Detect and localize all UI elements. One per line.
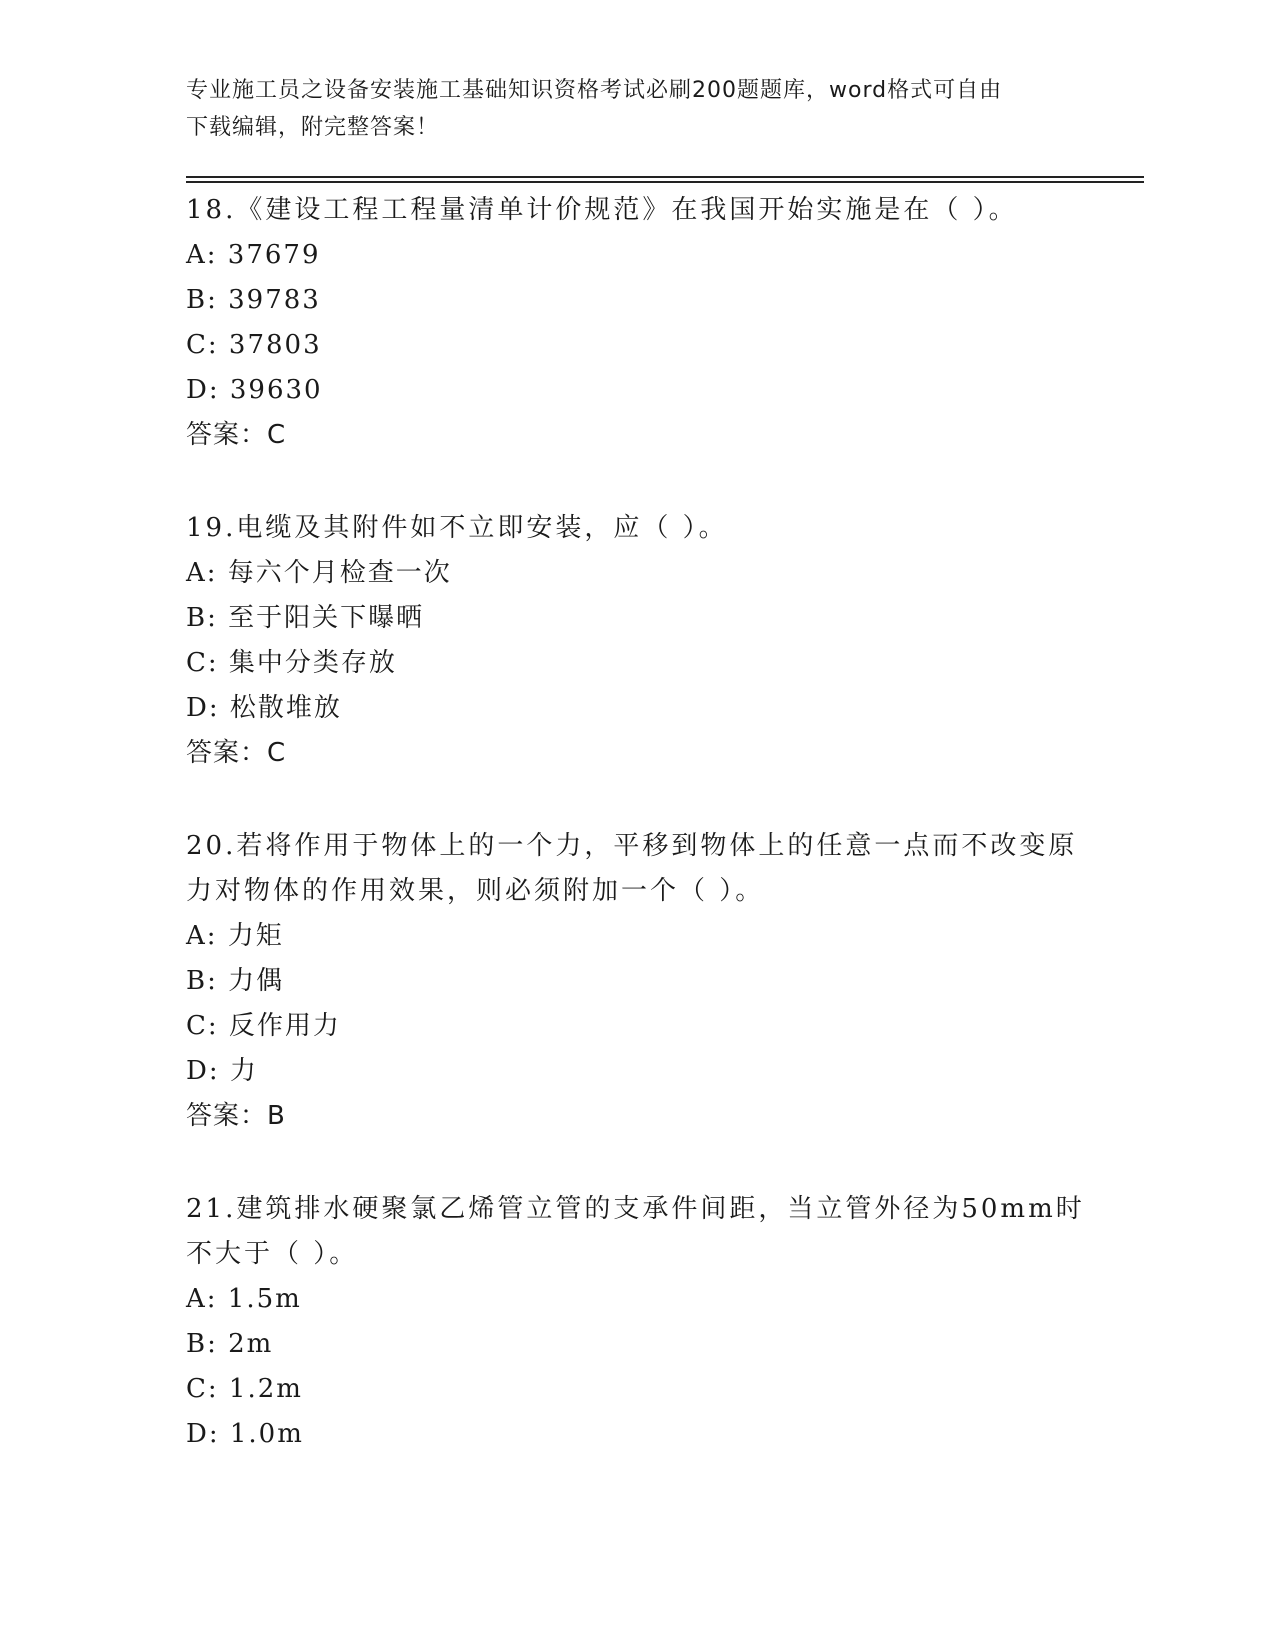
question-stem-line-1: 20.若将作用于物体上的一个力，平移到物体上的任意一点而不改变原 <box>186 831 1078 861</box>
question-18 <box>186 188 1086 458</box>
option-b: B: 至于阳关下曝晒 <box>186 603 425 633</box>
option-b: B: 2m <box>186 1329 274 1359</box>
header-divider-bottom <box>186 181 1144 183</box>
option-b: B: 力偶 <box>186 966 285 996</box>
answer: 答案：C <box>186 738 287 768</box>
question-stem-line-2: 不大于（ ）。 <box>186 1239 359 1269</box>
answer: 答案：C <box>186 420 287 450</box>
option-b: B: 39783 <box>186 285 321 315</box>
option-c: C: 反作用力 <box>186 1011 341 1041</box>
header-line-1: 专业施工员之设备安装施工基础知识资格考试必刷200题题库，word格式可自由 <box>186 78 1003 103</box>
option-c: C: 37803 <box>186 330 322 360</box>
question-stem: 18.《建设工程工程量清单计价规范》在我国开始实施是在（ ）。 <box>186 195 1018 225</box>
question-stem: 19.电缆及其附件如不立即安装，应（ ）。 <box>186 513 728 543</box>
option-d: D: 松散堆放 <box>186 693 342 723</box>
option-a: A: 1.5m <box>186 1284 302 1314</box>
option-c: C: 1.2m <box>186 1374 303 1404</box>
header-line-2: 下载编辑，附完整答案！ <box>186 115 440 140</box>
question-21 <box>186 1187 1086 1457</box>
option-a: A: 37679 <box>186 240 321 270</box>
question-stem-line-1: 21.建筑排水硬聚氯乙烯管立管的支承件间距，当立管外径为50mm时 <box>186 1194 1085 1224</box>
question-stem-line-2: 力对物体的作用效果，则必须附加一个（ ）。 <box>186 876 765 906</box>
document-header <box>186 72 1066 146</box>
option-d: D: 39630 <box>186 375 323 405</box>
header-divider-top <box>186 176 1144 178</box>
answer: 答案：B <box>186 1101 286 1131</box>
option-a: A: 力矩 <box>186 921 284 951</box>
question-19 <box>186 506 1086 776</box>
question-20 <box>186 824 1086 1139</box>
option-c: C: 集中分类存放 <box>186 648 397 678</box>
option-a: A: 每六个月检查一次 <box>186 558 452 588</box>
option-d: D: 力 <box>186 1056 258 1086</box>
option-d: D: 1.0m <box>186 1419 304 1449</box>
